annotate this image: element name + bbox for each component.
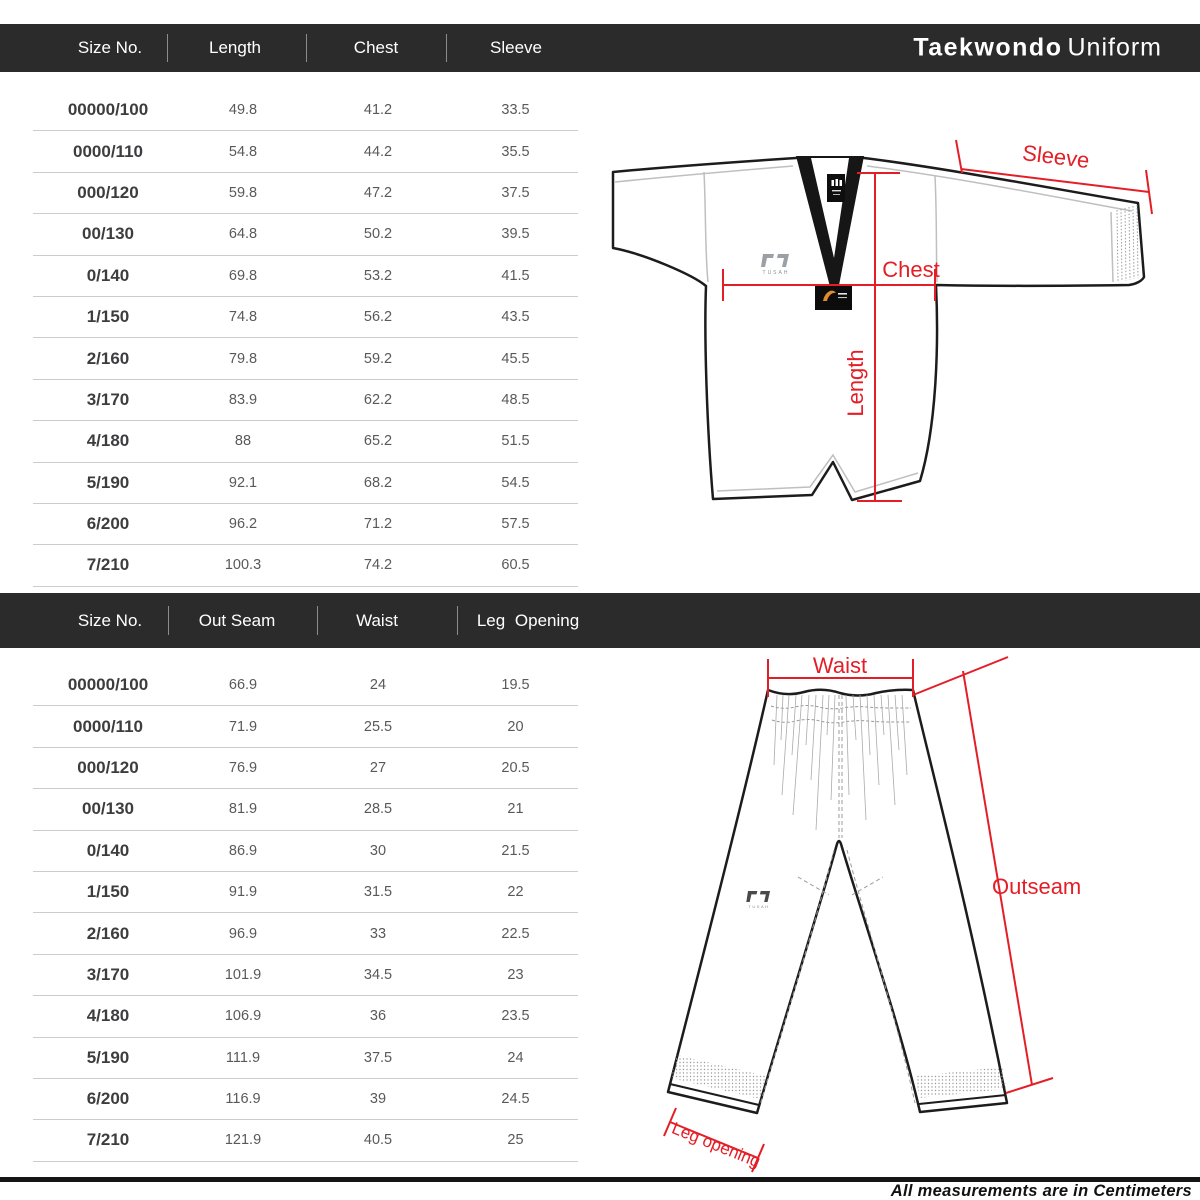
size-cell: 0/140 <box>86 265 130 285</box>
value-cell: 21.5 <box>501 842 530 859</box>
size-cell: 0/140 <box>86 840 130 860</box>
value-cell: 71.9 <box>228 718 258 735</box>
value-cell: 57.5 <box>501 516 530 533</box>
value-cell: 91.9 <box>228 884 258 901</box>
header-separator <box>457 606 458 635</box>
outseam-label: Outseam <box>992 874 1082 899</box>
header-chest: Chest <box>353 38 399 57</box>
value-cell: 23 <box>507 966 524 983</box>
table-row <box>33 338 578 379</box>
length-label: Length <box>843 349 868 417</box>
table-row <box>33 504 578 545</box>
product-title-light: Uniform <box>1067 33 1162 62</box>
jacket-size-table <box>33 90 578 587</box>
header-separator <box>317 606 318 635</box>
pants-outline <box>668 690 1007 1113</box>
value-cell: 111.9 <box>225 1049 261 1066</box>
value-cell: 44.2 <box>363 143 393 160</box>
jacket-outline <box>613 158 1144 500</box>
value-cell: 50.2 <box>363 226 393 243</box>
header-separator <box>168 606 169 635</box>
chest-patch <box>815 284 852 310</box>
size-cell: 6/200 <box>86 514 130 534</box>
value-cell: 83.9 <box>228 391 258 408</box>
value-cell: 54.8 <box>228 143 258 160</box>
size-cell: 3/170 <box>86 389 130 409</box>
value-cell: 20.5 <box>501 759 530 776</box>
size-cell: 5/190 <box>86 472 130 492</box>
header-sleeve: Sleeve <box>490 38 542 57</box>
table-row <box>33 1120 578 1161</box>
size-cell: 0000/110 <box>73 141 143 161</box>
value-cell: 48.5 <box>501 391 530 408</box>
table-row <box>33 748 578 789</box>
table-row <box>33 173 578 214</box>
value-cell: 51.5 <box>501 433 530 450</box>
size-cell: 000/120 <box>77 757 139 777</box>
size-cell: 00/130 <box>82 224 134 244</box>
table-row <box>33 421 578 462</box>
neck-label <box>827 174 845 202</box>
table-row <box>33 1079 578 1120</box>
value-cell: 100.3 <box>224 557 262 574</box>
table-row <box>33 665 578 706</box>
value-cell: 65.2 <box>363 433 393 450</box>
size-cell: 4/180 <box>86 1006 130 1026</box>
value-cell: 62.2 <box>363 391 393 408</box>
header-leg-opening: Leg Opening <box>476 610 580 630</box>
value-cell: 66.9 <box>228 677 258 694</box>
value-cell: 41.2 <box>363 102 393 119</box>
table-row <box>33 706 578 747</box>
jacket-table-header-bar <box>0 24 1200 72</box>
value-cell: 37.5 <box>363 1049 393 1066</box>
header-out-seam: Out Seam <box>198 610 276 630</box>
value-cell: 56.2 <box>363 309 393 326</box>
jacket-diagram <box>605 128 1180 548</box>
size-cell: 6/200 <box>86 1089 130 1109</box>
header-waist: Waist <box>356 610 398 630</box>
value-cell: 88 <box>234 433 252 450</box>
value-cell: 43.5 <box>501 309 530 326</box>
table-row <box>33 463 578 504</box>
table-row <box>33 831 578 872</box>
value-cell: 35.5 <box>501 143 530 160</box>
value-cell: 79.8 <box>228 350 258 367</box>
size-cell: 00000/100 <box>67 675 149 695</box>
value-cell: 24.5 <box>501 1091 530 1108</box>
value-cell: 33 <box>369 925 387 942</box>
value-cell: 59.2 <box>363 350 393 367</box>
size-cell: 1/150 <box>86 882 130 902</box>
table-row <box>33 996 578 1037</box>
value-cell: 64.8 <box>228 226 258 243</box>
table-row <box>33 297 578 338</box>
table-row <box>33 1038 578 1079</box>
table-row <box>33 955 578 996</box>
pants-diagram <box>630 645 1190 1175</box>
size-cell: 7/210 <box>86 1130 130 1150</box>
value-cell: 24 <box>369 677 387 694</box>
value-cell: 116.9 <box>225 1091 261 1108</box>
table-row <box>33 872 578 913</box>
product-title <box>913 34 1162 63</box>
value-cell: 101.9 <box>224 966 262 983</box>
pants-size-table <box>33 665 578 1162</box>
value-cell: 45.5 <box>501 350 530 367</box>
value-cell: 81.9 <box>228 801 258 818</box>
size-cell: 2/160 <box>86 923 130 943</box>
leg-opening-label: Leg opening <box>669 1118 764 1172</box>
value-cell: 39 <box>369 1091 387 1108</box>
value-cell: 53.2 <box>363 267 393 284</box>
value-cell: 25 <box>507 1132 524 1149</box>
header-separator <box>306 34 307 62</box>
size-cell: 0000/110 <box>73 716 143 736</box>
value-cell: 54.5 <box>501 474 530 491</box>
value-cell: 74.8 <box>228 309 258 326</box>
value-cell: 96.2 <box>228 516 258 533</box>
size-cell: 3/170 <box>86 964 130 984</box>
value-cell: 36 <box>369 1008 387 1025</box>
value-cell: 39.5 <box>501 226 530 243</box>
sleeve-label: Sleeve <box>1021 140 1091 174</box>
waist-label: Waist <box>812 653 868 678</box>
value-cell: 76.9 <box>228 759 258 776</box>
value-cell: 59.8 <box>228 184 258 201</box>
table-row <box>33 789 578 830</box>
value-cell: 22.5 <box>501 925 530 942</box>
size-cell: 1/150 <box>86 307 130 327</box>
value-cell: 31.5 <box>363 884 393 901</box>
value-cell: 25.5 <box>363 718 393 735</box>
header-separator <box>446 34 447 62</box>
value-cell: 33.5 <box>501 102 530 119</box>
value-cell: 19.5 <box>501 677 530 694</box>
header-separator <box>167 34 168 62</box>
value-cell: 47.2 <box>363 184 393 201</box>
size-cell: 00/130 <box>82 799 134 819</box>
value-cell: 92.1 <box>228 474 258 491</box>
units-note: All measurements are in Centimeters <box>890 1182 1192 1200</box>
value-cell: 68.2 <box>363 474 393 491</box>
chest-label: Chest <box>882 257 940 282</box>
size-cell: 00000/100 <box>67 100 149 120</box>
value-cell: 96.9 <box>228 925 258 942</box>
table-row <box>33 913 578 954</box>
size-cell: 7/210 <box>86 555 130 575</box>
table-row <box>33 214 578 255</box>
value-cell: 23.5 <box>501 1008 530 1025</box>
value-cell: 86.9 <box>228 842 258 859</box>
tusah-logo-text: TUSAH <box>748 904 770 909</box>
value-cell: 41.5 <box>501 267 530 284</box>
value-cell: 21 <box>507 801 524 818</box>
table-row <box>33 545 578 586</box>
table-row <box>33 256 578 297</box>
size-cell: 2/160 <box>86 348 130 368</box>
tusah-logo-text: TUSAH <box>762 270 790 276</box>
value-cell: 74.2 <box>363 557 393 574</box>
value-cell: 22 <box>507 884 524 901</box>
header-size-no: Size No. <box>77 610 143 630</box>
value-cell: 106.9 <box>224 1008 262 1025</box>
value-cell: 24 <box>507 1049 524 1066</box>
header-length: Length <box>209 38 261 57</box>
size-cell: 4/180 <box>86 431 130 451</box>
table-row <box>33 131 578 172</box>
pants-table-header-bar <box>0 593 1200 648</box>
value-cell: 71.2 <box>363 516 393 533</box>
value-cell: 28.5 <box>363 801 393 818</box>
header-size-no: Size No. <box>77 38 143 57</box>
value-cell: 34.5 <box>363 966 393 983</box>
product-title-bold: Taekwondo <box>913 33 1063 62</box>
value-cell: 69.8 <box>228 267 258 284</box>
value-cell: 40.5 <box>363 1132 393 1149</box>
size-cell: 5/190 <box>86 1047 130 1067</box>
value-cell: 27 <box>369 759 387 776</box>
value-cell: 60.5 <box>501 557 530 574</box>
value-cell: 49.8 <box>228 102 258 119</box>
value-cell: 30 <box>369 842 387 859</box>
value-cell: 121.9 <box>224 1132 262 1149</box>
value-cell: 37.5 <box>501 184 530 201</box>
table-row <box>33 380 578 421</box>
size-cell: 000/120 <box>77 182 139 202</box>
value-cell: 20 <box>507 718 524 735</box>
table-row <box>33 90 578 131</box>
